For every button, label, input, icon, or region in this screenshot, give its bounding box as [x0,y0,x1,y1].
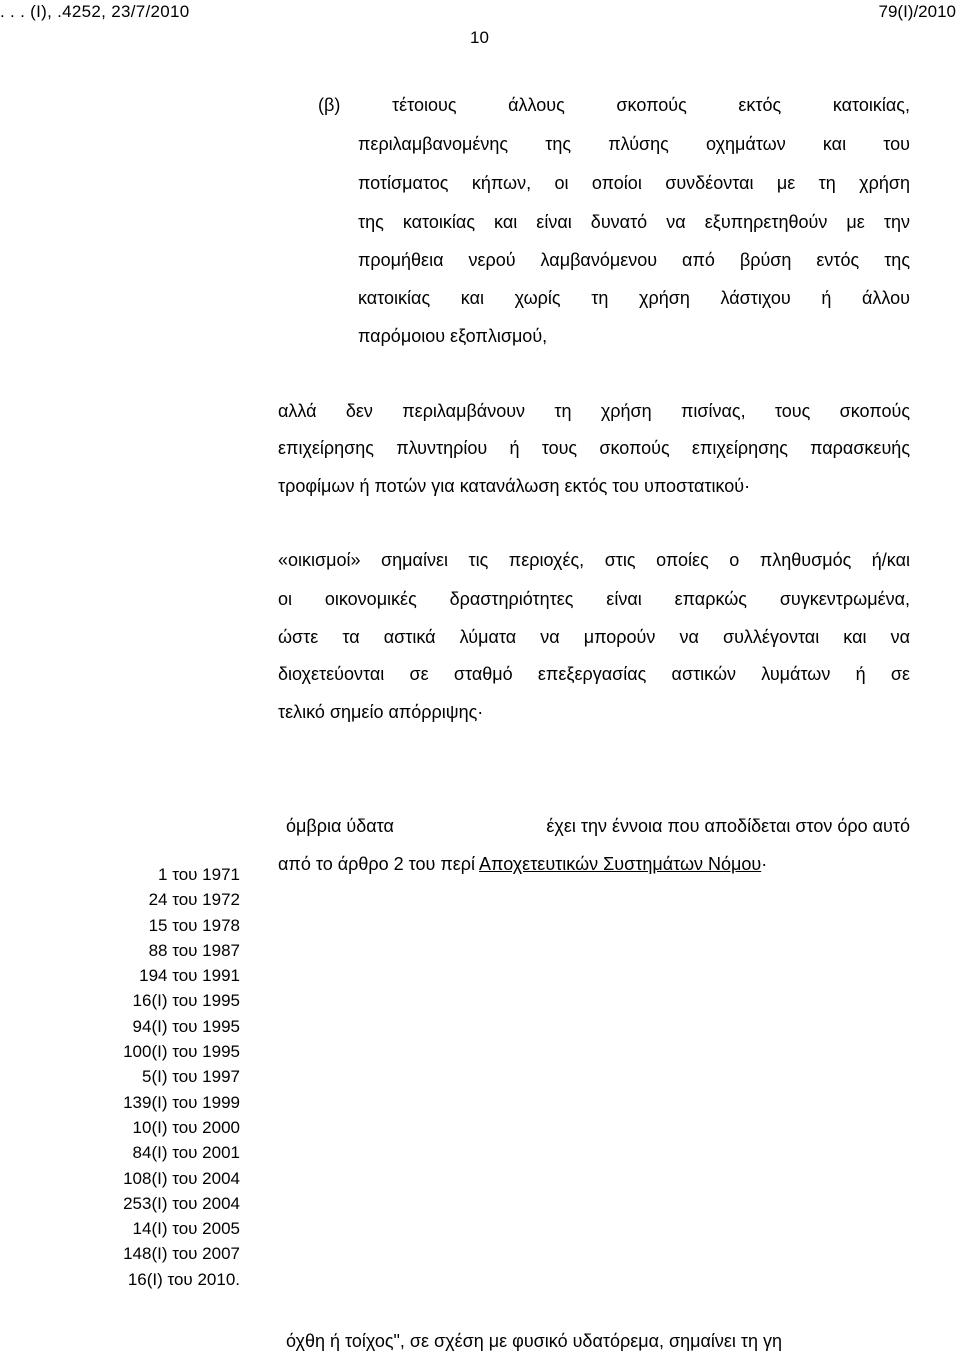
settlements-definition-line: οι οικονομικές δραστηριότητες είναι επαρκώς συγκεντρωμένα, [278,589,910,609]
rainwater-definition-line [278,853,767,875]
settlements-definition-line: «οικισμοί» σημαίνει τις περιοχές, στις οποίες ο πληθυσμός ή/και [278,550,910,570]
clause-b-line: περιλαμβανομένης της πλύσης οχημάτων και του [358,134,910,154]
law-reference: 100(Ι) του 1995 [123,1042,240,1062]
law-reference: 1 του 1971 [158,865,240,884]
exclusion-line: επιχείρησης πλυντηρίου ή τους σκοπούς επιχείρησης παρασκευής [278,438,910,458]
law-reference: 16(Ι) του 2010. [127,1269,240,1289]
bank-definition-line [278,1330,910,1352]
law-reference: 15 του 1978 [148,915,240,935]
law-reference: 94(Ι) του 1995 [132,1016,240,1036]
bank-term: όχθη ή τοίχος" [286,1331,400,1351]
settlements-definition-line: ώστε τα αστικά λύματα να μπορούν να συλλέγονται και να [278,627,910,647]
law-reference: 5(Ι) του 1997 [142,1067,240,1087]
clause-b-line: (β) τέτοιους άλλους σκοπούς εκτός κατοικίας, [318,95,910,115]
margin-law-references [40,862,240,1292]
law-reference: 84(Ι) του 2001 [132,1143,240,1163]
page-header-right: 79(Ι)/2010 [878,2,956,21]
law-reference: 16(Ι) του 1995 [132,991,240,1011]
rainwater-term: όμβρια ύδατα [286,816,394,836]
clause-b-line: παρόμοιου εξοπλισμού, [358,326,548,346]
law-reference: 139(Ι) του 1999 [123,1092,240,1112]
law-reference: 148(Ι) του 2007 [123,1244,240,1264]
law-reference: 88 του 1987 [148,940,240,960]
page-header-left: . . . (Ι), .4252, 23/7/2010 [0,2,190,21]
law-reference: 194 του 1991 [139,966,240,986]
sewerage-law-link[interactable]: Αποχετευτικών Συστημάτων Νόμου [479,854,762,874]
clause-b-line: της κατοικίας και είναι δυνατό να εξυπηρετηθούν με την [358,212,910,232]
law-reference: 10(Ι) του 2000 [132,1117,240,1137]
rainwater-meaning: έχει την έννοια που αποδίδεται στον όρο αυτό [546,816,910,836]
rainwater-source-suffix: · [761,854,768,874]
law-reference: 24 του 1972 [148,890,240,910]
law-reference: 108(Ι) του 2004 [123,1168,240,1188]
exclusion-line: τροφίμων ή ποτών για κατανάλωση εκτός του υποστατικού· [278,476,751,496]
rainwater-source-prefix: από το άρθρο 2 του περί [278,854,480,874]
law-reference: 14(Ι) του 2005 [132,1219,240,1239]
clause-b-line: προμήθεια νερού λαμβανόμενου από βρύση εντός της [358,250,910,270]
clause-b-line: ποτίσματος κήπων, οι οποίοι συνδέονται με τη χρήση [358,173,910,193]
exclusion-line: αλλά δεν περιλαμβάνουν τη χρήση πισίνας, τους σκοπούς [278,401,910,421]
law-reference: 253(Ι) του 2004 [123,1193,240,1213]
clause-b-line: κατοικίας και χωρίς τη χρήση λάστιχου ή άλλου [358,288,910,308]
settlements-definition-line: διοχετεύονται σε σταθμό επεξεργασίας αστικών λυμάτων ή σε [278,664,910,684]
settlements-definition-line: τελικό σημείο απόρριψης· [278,702,484,722]
rainwater-definition-line [278,815,910,837]
page-number: 10 [470,28,489,47]
bank-meaning: , σε σχέση με φυσικό υδατόρεμα, σημαίνει τη γη [399,1331,783,1351]
